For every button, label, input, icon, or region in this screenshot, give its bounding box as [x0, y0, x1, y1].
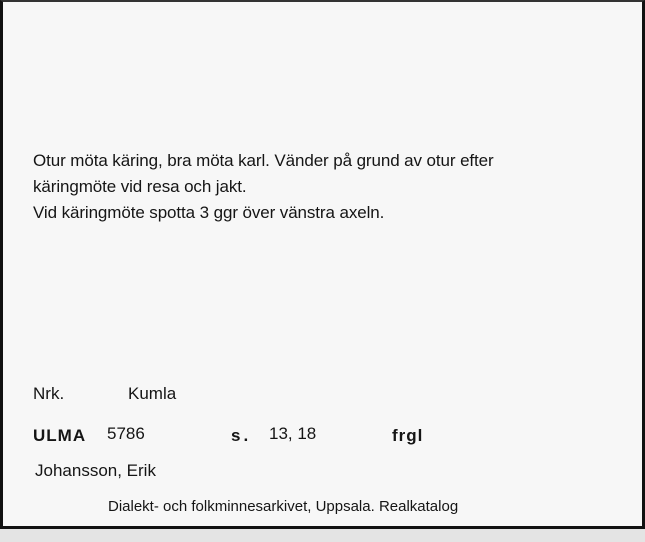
card-text-line-2: käringmöte vid resa och jakt. [33, 177, 247, 196]
nrk-value: Kumla [128, 384, 177, 403]
card-text-line-3: Vid käringmöte spotta 3 ggr över vänstra axeln. [33, 203, 385, 222]
ulma-number: 5786 [107, 424, 145, 443]
card-body-text [33, 148, 613, 226]
nrk-label: Nrk. [33, 384, 65, 403]
archive-footer: Dialekt- och folkminnesarkivet, Uppsala. Realkatalog [108, 498, 459, 515]
card-text-line-1: Otur möta käring, bra möta karl. Vänder på grund av otur efter [33, 151, 494, 170]
page-label: s. [231, 426, 252, 445]
page-value: 13, 18 [269, 424, 317, 443]
type-label: frgl [392, 426, 424, 445]
bottom-strip [0, 529, 645, 542]
informant-name: Johansson, Erik [35, 461, 156, 480]
ulma-label: ULMA [33, 426, 87, 445]
